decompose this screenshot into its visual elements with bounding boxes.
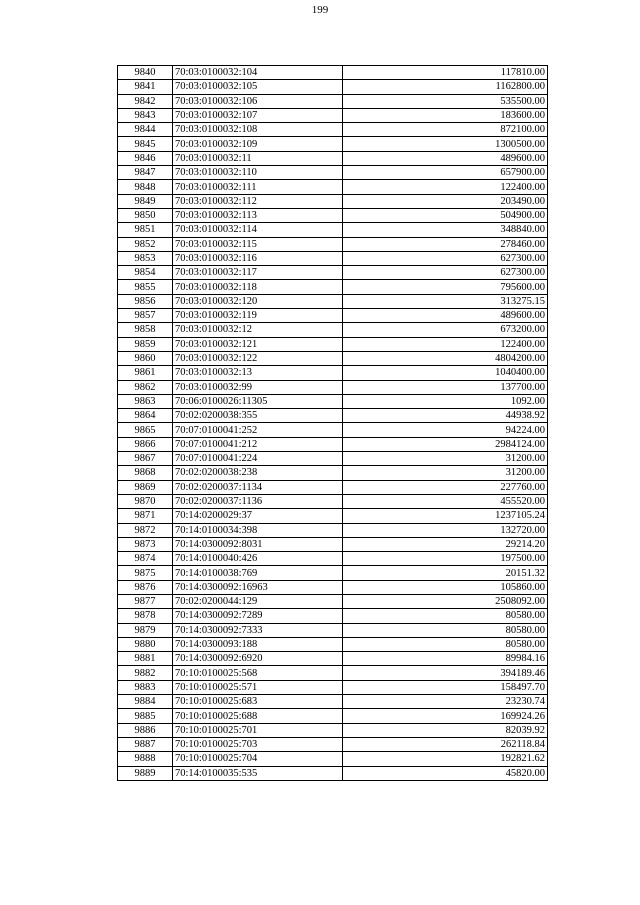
row-number-cell: 9850 [118,208,173,222]
cadastral-number-cell: 70:03:0100032:117 [173,266,343,280]
cadastral-value-cell: 169924.26 [343,709,548,723]
cadastral-value-cell: 2984124.00 [343,437,548,451]
table-row [118,251,548,265]
table-row [118,394,548,408]
cadastral-number-cell: 70:14:0200029:37 [173,509,343,523]
cadastral-value-cell: 489600.00 [343,309,548,323]
row-number-cell: 9872 [118,523,173,537]
row-number-cell: 9876 [118,580,173,594]
cadastral-number-cell: 70:03:0100032:115 [173,237,343,251]
table-row [118,309,548,323]
row-number-cell: 9843 [118,108,173,122]
cadastral-number-cell: 70:02:0200038:355 [173,409,343,423]
table-row [118,280,548,294]
page-number: 199 [311,4,329,16]
row-number-cell: 9840 [118,66,173,80]
table-row [118,266,548,280]
table-row [118,537,548,551]
table-body [118,66,548,781]
cadastral-number-cell: 70:03:0100032:105 [173,80,343,94]
cadastral-value-cell: 1092.00 [343,394,548,408]
table-row [118,437,548,451]
table-row [118,452,548,466]
row-number-cell: 9885 [118,709,173,723]
row-number-cell: 9874 [118,552,173,566]
cadastral-value-cell: 262118.84 [343,737,548,751]
cadastral-number-cell: 70:14:0100040:426 [173,552,343,566]
cadastral-value-cell: 89984.16 [343,652,548,666]
cadastral-number-cell: 70:03:0100032:104 [173,66,343,80]
cadastral-number-cell: 70:14:0100035:535 [173,766,343,780]
table-row [118,580,548,594]
row-number-cell: 9846 [118,151,173,165]
row-number-cell: 9845 [118,137,173,151]
table-row [118,151,548,165]
table-row [118,466,548,480]
cadastral-value-cell: 489600.00 [343,151,548,165]
row-number-cell: 9871 [118,509,173,523]
cadastral-value-cell: 657900.00 [343,166,548,180]
cadastral-value-cell: 82039.92 [343,723,548,737]
cadastral-value-cell: 31200.00 [343,452,548,466]
table-row [118,66,548,80]
row-number-cell: 9844 [118,123,173,137]
row-number-cell: 9866 [118,437,173,451]
row-number-cell: 9865 [118,423,173,437]
table-row [118,737,548,751]
row-number-cell: 9867 [118,452,173,466]
table-row [118,237,548,251]
row-number-cell: 9887 [118,737,173,751]
row-number-cell: 9856 [118,294,173,308]
table-row [118,208,548,222]
cadastral-number-cell: 70:07:0100041:252 [173,423,343,437]
row-number-cell: 9880 [118,637,173,651]
table-row [118,652,548,666]
table-row [118,666,548,680]
row-number-cell: 9877 [118,594,173,608]
cadastral-value-cell: 94224.00 [343,423,548,437]
row-number-cell: 9878 [118,609,173,623]
table-row [118,709,548,723]
cadastral-number-cell: 70:02:0200044:129 [173,594,343,608]
table-row [118,623,548,637]
table-row [118,351,548,365]
cadastral-number-cell: 70:14:0100034:398 [173,523,343,537]
cadastral-number-cell: 70:03:0100032:120 [173,294,343,308]
table-row [118,594,548,608]
cadastral-value-cell: 105860.00 [343,580,548,594]
row-number-cell: 9886 [118,723,173,737]
table-row [118,752,548,766]
cadastral-value-cell: 4804200.00 [343,351,548,365]
table-row [118,366,548,380]
row-number-cell: 9864 [118,409,173,423]
cadastral-number-cell: 70:14:0300092:7333 [173,623,343,637]
table-row [118,323,548,337]
cadastral-number-cell: 70:10:0100025:703 [173,737,343,751]
cadastral-value-cell: 44938.92 [343,409,548,423]
row-number-cell: 9882 [118,666,173,680]
row-number-cell: 9863 [118,394,173,408]
cadastral-number-cell: 70:14:0300093:188 [173,637,343,651]
cadastral-number-cell: 70:03:0100032:113 [173,208,343,222]
table-row [118,194,548,208]
cadastral-number-cell: 70:14:0300092:6920 [173,652,343,666]
row-number-cell: 9857 [118,309,173,323]
row-number-cell: 9869 [118,480,173,494]
cadastral-value-cell: 278460.00 [343,237,548,251]
row-number-cell: 9847 [118,166,173,180]
cadastral-number-cell: 70:03:0100032:99 [173,380,343,394]
row-number-cell: 9879 [118,623,173,637]
cadastral-value-table [117,65,548,781]
cadastral-number-cell: 70:10:0100025:701 [173,723,343,737]
cadastral-value-cell: 20151.32 [343,566,548,580]
cadastral-value-cell: 132720.00 [343,523,548,537]
table-row [118,609,548,623]
cadastral-number-cell: 70:06:0100026:11305 [173,394,343,408]
row-number-cell: 9868 [118,466,173,480]
cadastral-number-cell: 70:10:0100025:683 [173,695,343,709]
cadastral-number-cell: 70:02:0200038:238 [173,466,343,480]
table-row [118,523,548,537]
table-row [118,94,548,108]
cadastral-value-cell: 137700.00 [343,380,548,394]
table-row [118,566,548,580]
cadastral-number-cell: 70:10:0100025:688 [173,709,343,723]
table-row [118,80,548,94]
row-number-cell: 9859 [118,337,173,351]
cadastral-number-cell: 70:03:0100032:118 [173,280,343,294]
row-number-cell: 9888 [118,752,173,766]
row-number-cell: 9881 [118,652,173,666]
cadastral-value-cell: 158497.70 [343,680,548,694]
cadastral-value-cell: 80580.00 [343,623,548,637]
row-number-cell: 9858 [118,323,173,337]
cadastral-value-cell: 227760.00 [343,480,548,494]
table-row [118,166,548,180]
cadastral-number-cell: 70:07:0100041:224 [173,452,343,466]
cadastral-number-cell: 70:03:0100032:116 [173,251,343,265]
cadastral-value-cell: 122400.00 [343,180,548,194]
cadastral-value-cell: 1300500.00 [343,137,548,151]
cadastral-value-cell: 455520.00 [343,494,548,508]
cadastral-value-cell: 394189.46 [343,666,548,680]
cadastral-value-cell: 872100.00 [343,123,548,137]
cadastral-value-cell: 313275.15 [343,294,548,308]
table-row [118,108,548,122]
table-row [118,766,548,780]
row-number-cell: 9853 [118,251,173,265]
row-number-cell: 9841 [118,80,173,94]
cadastral-number-cell: 70:14:0100038:769 [173,566,343,580]
cadastral-value-cell: 183600.00 [343,108,548,122]
cadastral-value-cell: 31200.00 [343,466,548,480]
row-number-cell: 9851 [118,223,173,237]
cadastral-number-cell: 70:07:0100041:212 [173,437,343,451]
table-row [118,137,548,151]
cadastral-number-cell: 70:03:0100032:119 [173,309,343,323]
table-row [118,223,548,237]
cadastral-value-cell: 122400.00 [343,337,548,351]
row-number-cell: 9875 [118,566,173,580]
cadastral-value-cell: 535500.00 [343,94,548,108]
table-row [118,480,548,494]
cadastral-value-cell: 192821.62 [343,752,548,766]
cadastral-number-cell: 70:03:0100032:108 [173,123,343,137]
row-number-cell: 9884 [118,695,173,709]
table-row [118,294,548,308]
cadastral-number-cell: 70:03:0100032:106 [173,94,343,108]
cadastral-value-cell: 80580.00 [343,637,548,651]
cadastral-value-cell: 795600.00 [343,280,548,294]
cadastral-value-cell: 348840.00 [343,223,548,237]
cadastral-number-cell: 70:14:0300092:16963 [173,580,343,594]
cadastral-number-cell: 70:02:0200037:1134 [173,480,343,494]
cadastral-number-cell: 70:10:0100025:568 [173,666,343,680]
table-row [118,680,548,694]
cadastral-number-cell: 70:10:0100025:704 [173,752,343,766]
row-number-cell: 9873 [118,537,173,551]
cadastral-value-cell: 627300.00 [343,266,548,280]
cadastral-value-cell: 2508092.00 [343,594,548,608]
cadastral-value-cell: 1162800.00 [343,80,548,94]
table-row [118,494,548,508]
row-number-cell: 9861 [118,366,173,380]
row-number-cell: 9883 [118,680,173,694]
cadastral-value-cell: 117810.00 [343,66,548,80]
table-row [118,409,548,423]
cadastral-number-cell: 70:03:0100032:114 [173,223,343,237]
cadastral-value-cell: 23230.74 [343,695,548,709]
row-number-cell: 9848 [118,180,173,194]
cadastral-number-cell: 70:03:0100032:107 [173,108,343,122]
cadastral-number-cell: 70:03:0100032:11 [173,151,343,165]
cadastral-value-cell: 673200.00 [343,323,548,337]
table-row [118,695,548,709]
cadastral-number-cell: 70:03:0100032:110 [173,166,343,180]
row-number-cell: 9862 [118,380,173,394]
table-row [118,423,548,437]
row-number-cell: 9855 [118,280,173,294]
cadastral-number-cell: 70:03:0100032:12 [173,323,343,337]
table-row [118,723,548,737]
cadastral-value-cell: 504900.00 [343,208,548,222]
row-number-cell: 9842 [118,94,173,108]
cadastral-number-cell: 70:03:0100032:111 [173,180,343,194]
table-row [118,637,548,651]
cadastral-number-cell: 70:03:0100032:112 [173,194,343,208]
row-number-cell: 9889 [118,766,173,780]
table-row [118,123,548,137]
cadastral-number-cell: 70:03:0100032:121 [173,337,343,351]
cadastral-value-cell: 1040400.00 [343,366,548,380]
cadastral-number-cell: 70:02:0200037:1136 [173,494,343,508]
cadastral-value-cell: 29214.20 [343,537,548,551]
cadastral-value-cell: 627300.00 [343,251,548,265]
row-number-cell: 9849 [118,194,173,208]
cadastral-value-cell: 1237105.24 [343,509,548,523]
cadastral-value-cell: 197500.00 [343,552,548,566]
table-row [118,180,548,194]
row-number-cell: 9852 [118,237,173,251]
cadastral-number-cell: 70:14:0300092:7289 [173,609,343,623]
table-row [118,337,548,351]
table-row [118,509,548,523]
cadastral-value-cell: 203490.00 [343,194,548,208]
row-number-cell: 9870 [118,494,173,508]
table-row [118,552,548,566]
cadastral-number-cell: 70:03:0100032:122 [173,351,343,365]
cadastral-value-cell: 45820.00 [343,766,548,780]
cadastral-number-cell: 70:10:0100025:571 [173,680,343,694]
row-number-cell: 9860 [118,351,173,365]
cadastral-number-cell: 70:03:0100032:13 [173,366,343,380]
cadastral-value-cell: 80580.00 [343,609,548,623]
cadastral-number-cell: 70:14:0300092:8031 [173,537,343,551]
table-row [118,380,548,394]
row-number-cell: 9854 [118,266,173,280]
cadastral-number-cell: 70:03:0100032:109 [173,137,343,151]
